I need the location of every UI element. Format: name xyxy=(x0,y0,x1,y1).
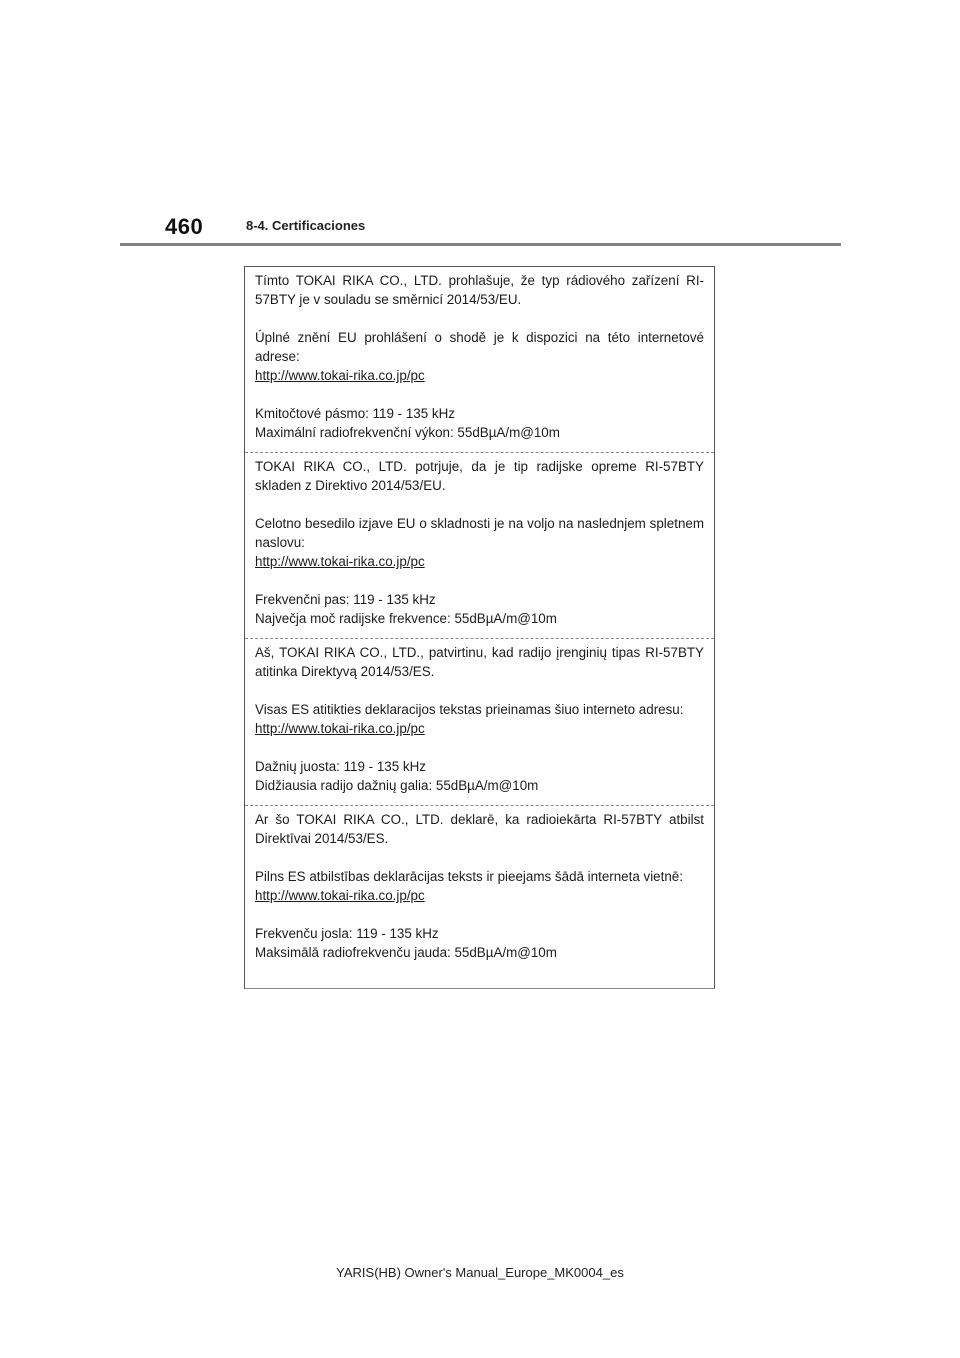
declaration-url-link[interactable]: http://www.tokai-rika.co.jp/pc xyxy=(255,888,425,903)
declaration-text: Tímto TOKAI RIKA CO., LTD. prohlašuje, že typ rádiového zařízení RI-57BTY je v souladu se směrnicí 2014/53/EU. xyxy=(255,273,704,307)
footer-text: YARIS(HB) Owner's Manual_Europe_MK0004_es xyxy=(336,1265,624,1280)
cert-block-lithuanian xyxy=(245,639,714,806)
declaration-text: Ar šo TOKAI RIKA CO., LTD. deklarē, ka radioiekārta RI-57BTY atbilst Direktīvai 2014/53/ES. xyxy=(255,812,704,846)
frequency-text: Frekvenču josla: 119 - 135 kHz xyxy=(255,926,439,941)
declaration-url-link[interactable]: http://www.tokai-rika.co.jp/pc xyxy=(255,721,425,736)
section-title: 8-4. Certificaciones xyxy=(246,218,366,233)
declaration-text: TOKAI RIKA CO., LTD. potrjuje, da je tip radijske opreme RI-57BTY skladen z Direktivo 2014/53/EU. xyxy=(255,459,704,493)
declaration-text: Aš, TOKAI RIKA CO., LTD., patvirtinu, kad radijo įrenginių tipas RI-57BTY atitinka Direktyvą 2014/53/ES. xyxy=(255,645,704,679)
frequency-text: Kmitočtové pásmo: 119 - 135 kHz xyxy=(255,406,455,421)
availability-text: Celotno besedilo izjave EU o skladnosti je na voljo na naslednjem spletnem naslovu: xyxy=(255,516,704,550)
power-text: Didžiausia radijo dažnių galia: 55dBµA/m@10m xyxy=(255,778,539,793)
frequency-text: Frekvenčni pas: 119 - 135 kHz xyxy=(255,592,436,607)
availability-text: Pilns ES atbilstības deklarācijas teksts ir pieejams šādā interneta vietnē: xyxy=(255,869,683,884)
cert-block-latvian xyxy=(245,806,714,988)
power-text: Največja moč radijske frekvence: 55dBµA/m@10m xyxy=(255,611,557,626)
availability-text: Úplné znění EU prohlášení o shodě je k dispozici na této internetové adrese: xyxy=(255,330,704,364)
power-text: Maksimālā radiofrekvenču jauda: 55dBµA/m@10m xyxy=(255,945,557,960)
header-rule xyxy=(120,243,841,246)
frequency-text: Dažnių juosta: 119 - 135 kHz xyxy=(255,759,426,774)
power-text: Maximální radiofrekvenční výkon: 55dBµA/m@10m xyxy=(255,425,560,440)
cert-block-czech xyxy=(245,267,714,453)
availability-text: Visas ES atitikties deklaracijos tekstas prieinamas šiuo interneto adresu: xyxy=(255,702,684,717)
certification-box xyxy=(244,266,715,989)
declaration-url-link[interactable]: http://www.tokai-rika.co.jp/pc xyxy=(255,368,425,383)
cert-block-slovenian xyxy=(245,453,714,639)
declaration-url-link[interactable]: http://www.tokai-rika.co.jp/pc xyxy=(255,554,425,569)
page-number: 460 xyxy=(165,214,204,239)
